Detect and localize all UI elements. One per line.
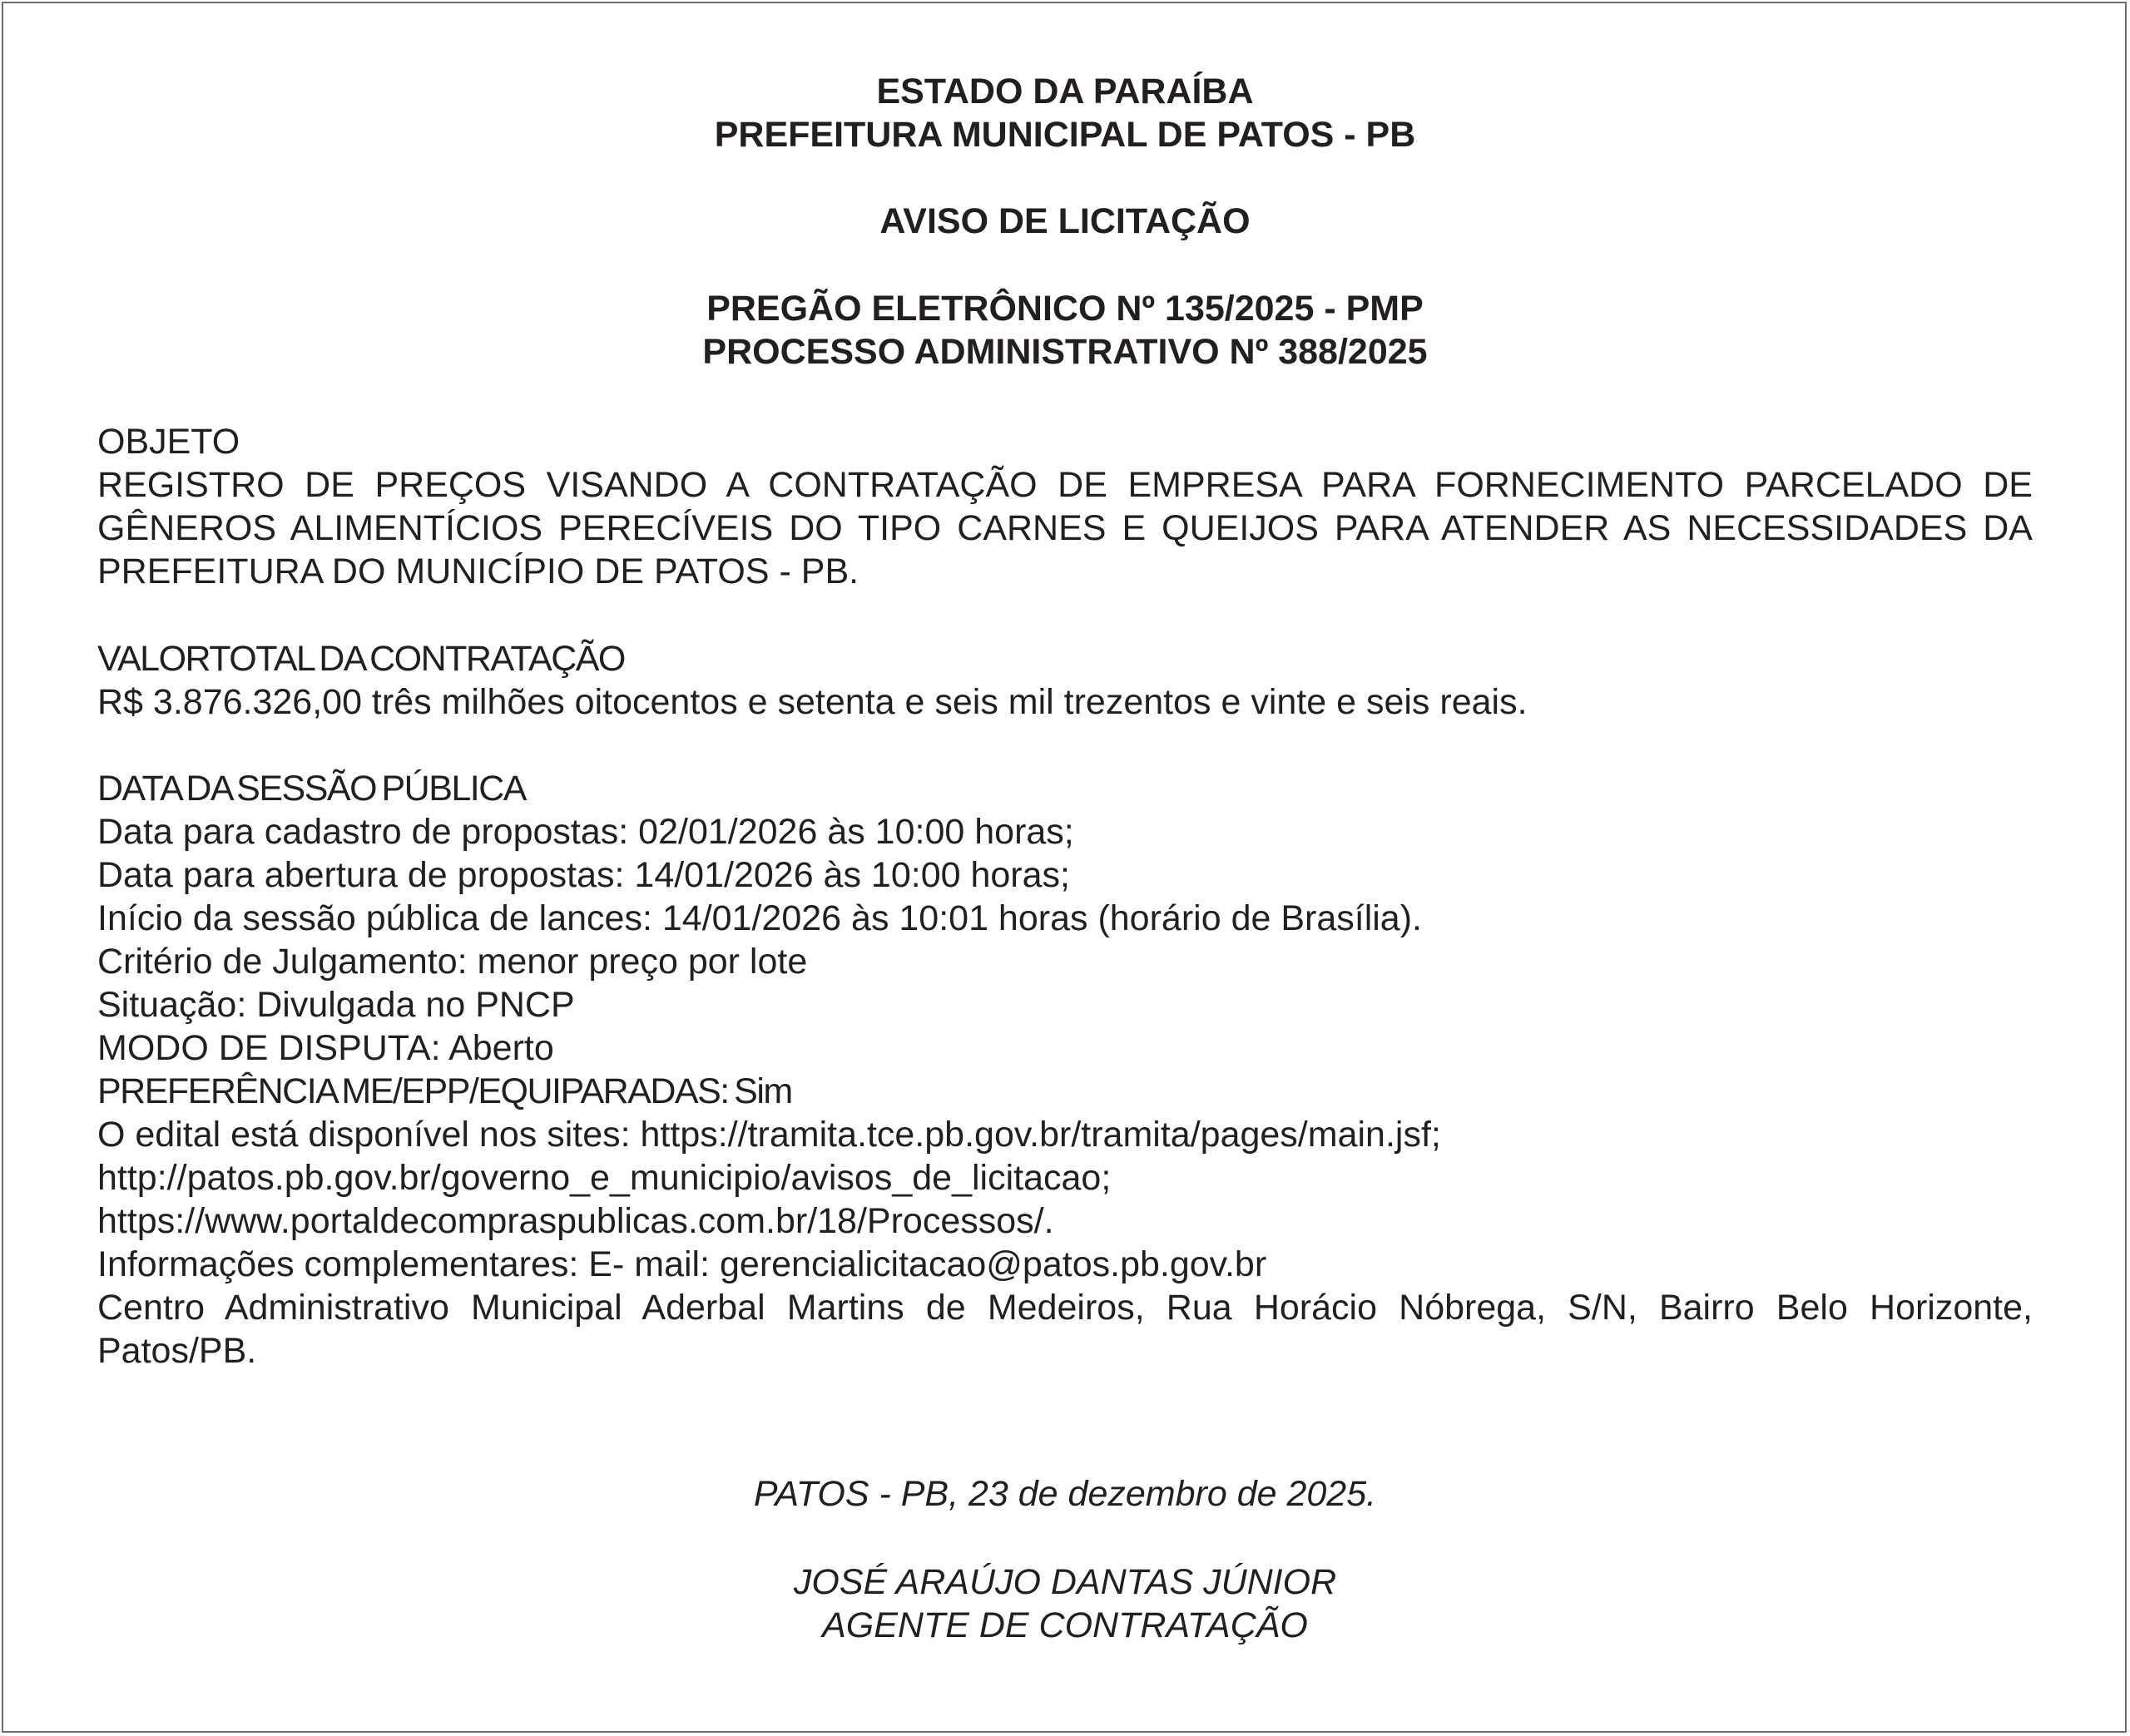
sessao-line-modo: MODO DE DISPUTA: Aberto <box>97 1028 554 1068</box>
signer-name: JOSÉ ARAÚJO DANTAS JÚNIOR <box>793 1562 1337 1602</box>
sessao-address: Centro Administrativo Municipal Aderbal Martins de Medeiros, Rua Horácio Nóbrega, S/N, Bairro Belo Horizonte, Patos/PB. <box>97 1288 2033 1371</box>
place-date <box>97 1472 2033 1516</box>
valor-text: R$ 3.876.326,00 três milhões oitocentos e setenta e seis mil trezentos e vinte e seis reais. <box>97 682 1528 722</box>
sessao-line-criterio: Critério de Julgamento: menor preço por lote <box>97 942 808 982</box>
sessao-line-cadastro: Data para cadastro de propostas: 02/01/2026 às 10:00 horas; <box>97 812 1074 852</box>
signer-role: AGENTE DE CONTRATAÇÃO <box>822 1605 1308 1645</box>
sessao-line-abertura: Data para abertura de propostas: 14/01/2026 às 10:00 horas; <box>97 855 1070 895</box>
auction-block <box>97 287 2033 373</box>
sessao-section <box>97 767 2033 1372</box>
notice-title <box>97 200 2033 243</box>
sessao-heading: DATA DA SESSÃO PÚBLICA <box>97 769 526 809</box>
objeto-section <box>97 420 2033 593</box>
process-number: PROCESSO ADMINISTRATIVO Nº 388/2025 <box>702 332 1428 372</box>
sessao-line-url-portal: https://www.portaldecompraspublicas.com.br/18/Processos/. <box>97 1201 1054 1241</box>
sessao-line-preferencia: PREFERÊNCIA ME/EPP/EQUIPARADAS: Sim <box>97 1071 792 1111</box>
sessao-line-inicio: Início da sessão pública de lances: 14/01/2026 às 10:01 horas (horário de Brasília). <box>97 898 1422 938</box>
valor-heading: VALORTOTAL DA CONTRATAÇÃO <box>97 639 625 679</box>
notice-title-text: AVISO DE LICITAÇÃO <box>879 201 1251 241</box>
header-block <box>97 70 2033 156</box>
sessao-line-situacao: Situação: Divulgada no PNCP <box>97 985 575 1025</box>
signature-block <box>97 1560 2033 1647</box>
sessao-line-edital: O edital está disponível nos sites: https://tramita.tce.pb.gov.br/tramita/pages/main.jsf; <box>97 1115 1441 1155</box>
sessao-line-url-patos: http://patos.pb.gov.br/governo_e_municipio/avisos_de_licitacao; <box>97 1158 1112 1198</box>
state-name: ESTADO DA PARAÍBA <box>876 72 1254 111</box>
objeto-heading: OBJETO <box>97 422 240 462</box>
objeto-text: REGISTRO DE PREÇOS VISANDO A CONTRATAÇÃO DE EMPRESA PARA FORNECIMENTO PARCELADO DE GÊNEROS ALIMENTÍCIOS PERECÍVEIS DO TIPO CARNES E QUEIJOS PARA ATENDER AS NECESSIDADES DA PREFEITURA DO MUNICÍPIO DE PATOS - PB. <box>97 465 2033 591</box>
place-date-text: PATOS - PB, 23 de dezembro de 2025. <box>753 1474 1377 1514</box>
sessao-line-email: Informações complementares: E- mail: gerencialicitacao@patos.pb.gov.br <box>97 1244 1267 1284</box>
valor-section <box>97 637 2033 724</box>
auction-number: PREGÃO ELETRÔNICO Nº 135/2025 - PMP <box>706 289 1424 329</box>
municipality-name: PREFEITURA MUNICIPAL DE PATOS - PB <box>714 115 1416 155</box>
